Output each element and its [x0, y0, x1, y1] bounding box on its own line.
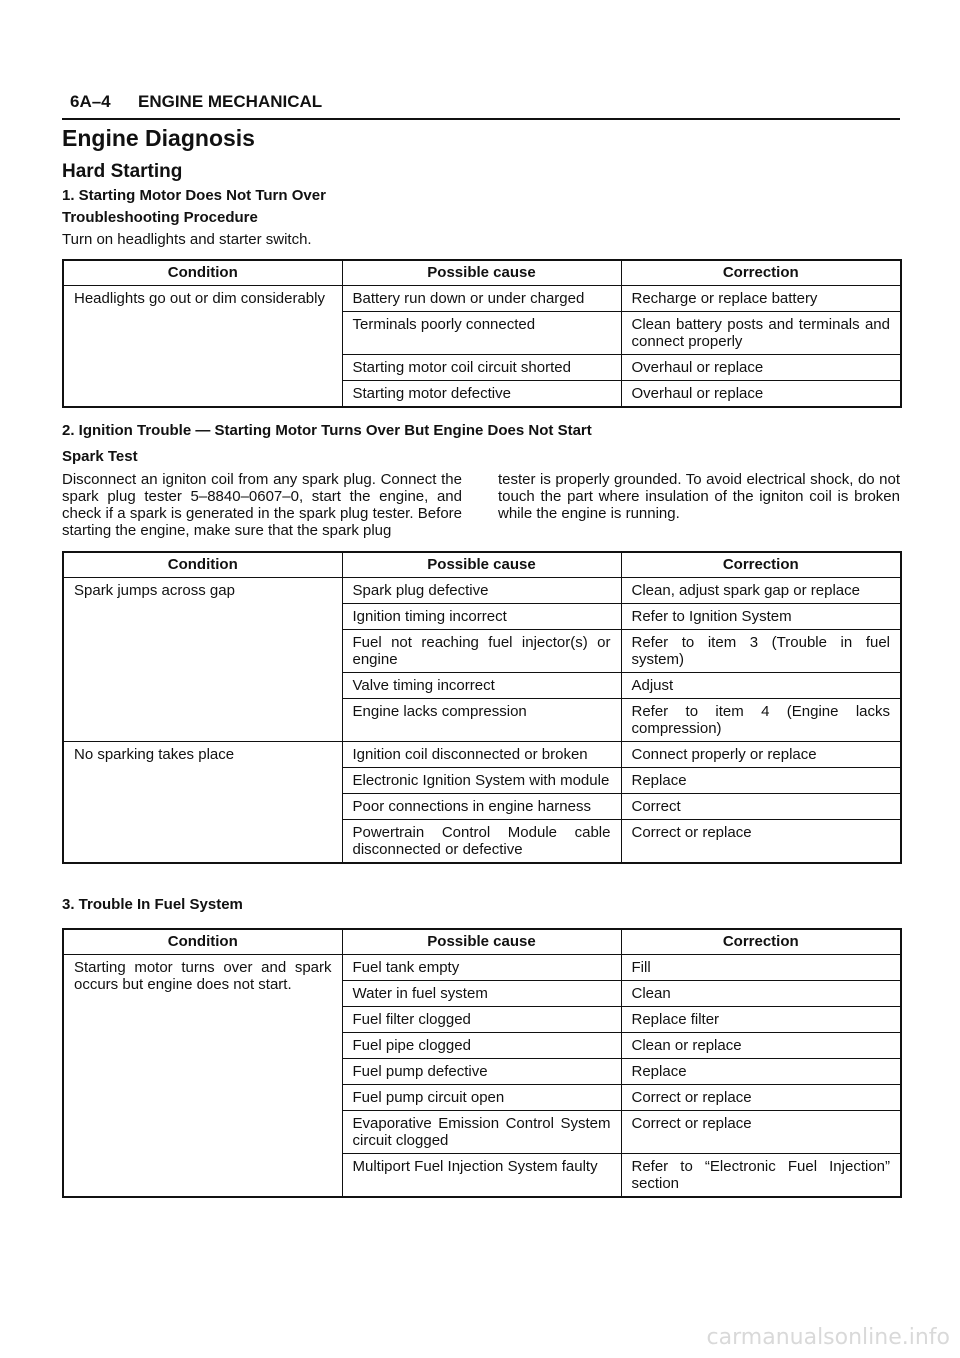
- cause-cell: Starting motor coil circuit shorted: [342, 355, 621, 381]
- cause-cell: Multiport Fuel Injection System faulty: [342, 1154, 621, 1198]
- cause-cell: Ignition coil disconnected or broken: [342, 742, 621, 768]
- col-correction: Correction: [621, 552, 901, 578]
- cause-cell: Powertrain Control Module cable disconnected or defective: [342, 820, 621, 864]
- correction-cell: Overhaul or replace: [621, 355, 901, 381]
- table-header-row: [63, 552, 901, 578]
- correction-cell: Refer to item 3 (Trouble in fuel system): [621, 630, 901, 673]
- cause-cell: Fuel pump circuit open: [342, 1085, 621, 1111]
- correction-cell: Correct or replace: [621, 820, 901, 864]
- table-row: [63, 955, 901, 981]
- section1-heading: 1. Starting Motor Does Not Turn Over: [62, 187, 326, 204]
- correction-cell: Clean or replace: [621, 1033, 901, 1059]
- section1-intro: Turn on headlights and starter switch.: [62, 231, 312, 248]
- col-condition: Condition: [63, 552, 342, 578]
- col-correction: Correction: [621, 260, 901, 286]
- cause-cell: Fuel pump defective: [342, 1059, 621, 1085]
- table-row: [63, 578, 901, 604]
- cause-cell: Valve timing incorrect: [342, 673, 621, 699]
- correction-cell: Connect properly or replace: [621, 742, 901, 768]
- procedure-heading: Troubleshooting Procedure: [62, 209, 258, 226]
- table-fuel-system: [62, 928, 902, 1198]
- cause-cell: Terminals poorly connected: [342, 312, 621, 355]
- table-header-row: [63, 929, 901, 955]
- table-ignition-trouble: [62, 551, 902, 864]
- correction-cell: Correct or replace: [621, 1085, 901, 1111]
- cause-cell: Starting motor defective: [342, 381, 621, 408]
- table-starting-motor: [62, 259, 902, 408]
- cause-cell: Fuel filter clogged: [342, 1007, 621, 1033]
- correction-cell: Correct: [621, 794, 901, 820]
- correction-cell: Refer to Ignition System: [621, 604, 901, 630]
- col-correction: Correction: [621, 929, 901, 955]
- section-title: ENGINE MECHANICAL: [138, 92, 323, 111]
- cause-cell: Engine lacks compression: [342, 699, 621, 742]
- correction-cell: Clean battery posts and terminals and connect properly: [621, 312, 901, 355]
- cause-cell: Fuel not reaching fuel injector(s) or engine: [342, 630, 621, 673]
- section2-heading: 2. Ignition Trouble — Starting Motor Turns Over But Engine Does Not Start: [62, 422, 592, 439]
- page-title: Engine Diagnosis: [62, 125, 255, 151]
- cause-cell: Fuel pipe clogged: [342, 1033, 621, 1059]
- correction-cell: Replace: [621, 1059, 901, 1085]
- cause-cell: Battery run down or under charged: [342, 286, 621, 312]
- correction-cell: Adjust: [621, 673, 901, 699]
- cause-cell: Poor connections in engine harness: [342, 794, 621, 820]
- correction-cell: Fill: [621, 955, 901, 981]
- correction-cell: Clean: [621, 981, 901, 1007]
- correction-cell: Clean, adjust spark gap or replace: [621, 578, 901, 604]
- correction-cell: Replace filter: [621, 1007, 901, 1033]
- cause-cell: Fuel tank empty: [342, 955, 621, 981]
- cause-cell: Electronic Ignition System with module: [342, 768, 621, 794]
- correction-cell: Refer to “Electronic Fuel Injection” section: [621, 1154, 901, 1198]
- col-possible-cause: Possible cause: [342, 552, 621, 578]
- cause-cell: Water in fuel system: [342, 981, 621, 1007]
- condition-cell: Spark jumps across gap: [63, 578, 342, 742]
- cause-cell: Spark plug defective: [342, 578, 621, 604]
- cause-cell: Ignition timing incorrect: [342, 604, 621, 630]
- spark-test-text-left: Disconnect an igniton coil from any spark plug. Connect the spark plug tester 5–8840–0607–0, start the engine, and check if a spark is generated in the spark plug tester. Before starting the engine, make sure that the spark plug: [62, 471, 462, 539]
- spark-test-text-right: tester is properly grounded. To avoid electrical shock, do not touch the part where insulation of the igniton coil is broken while the engine is running.: [498, 471, 900, 522]
- col-condition: Condition: [63, 260, 342, 286]
- condition-cell: Headlights go out or dim considerably: [63, 286, 342, 408]
- running-header: [62, 92, 900, 120]
- spark-test-heading: Spark Test: [62, 448, 138, 465]
- section3-heading: 3. Trouble In Fuel System: [62, 896, 243, 913]
- condition-cell: No sparking takes place: [63, 742, 342, 864]
- page-number: 6A–4: [70, 92, 111, 111]
- condition-cell: Starting motor turns over and spark occurs but engine does not start.: [63, 955, 342, 1198]
- correction-cell: Recharge or replace battery: [621, 286, 901, 312]
- cause-cell: Evaporative Emission Control System circuit clogged: [342, 1111, 621, 1154]
- col-possible-cause: Possible cause: [342, 929, 621, 955]
- col-possible-cause: Possible cause: [342, 260, 621, 286]
- table-header-row: [63, 260, 901, 286]
- table-row: [63, 742, 901, 768]
- subsection-title: Hard Starting: [62, 161, 183, 182]
- watermark: carmanualsonline.info: [706, 1325, 950, 1350]
- correction-cell: Overhaul or replace: [621, 381, 901, 408]
- table-row: [63, 286, 901, 312]
- correction-cell: Refer to item 4 (Engine lacks compression): [621, 699, 901, 742]
- correction-cell: Replace: [621, 768, 901, 794]
- col-condition: Condition: [63, 929, 342, 955]
- correction-cell: Correct or replace: [621, 1111, 901, 1154]
